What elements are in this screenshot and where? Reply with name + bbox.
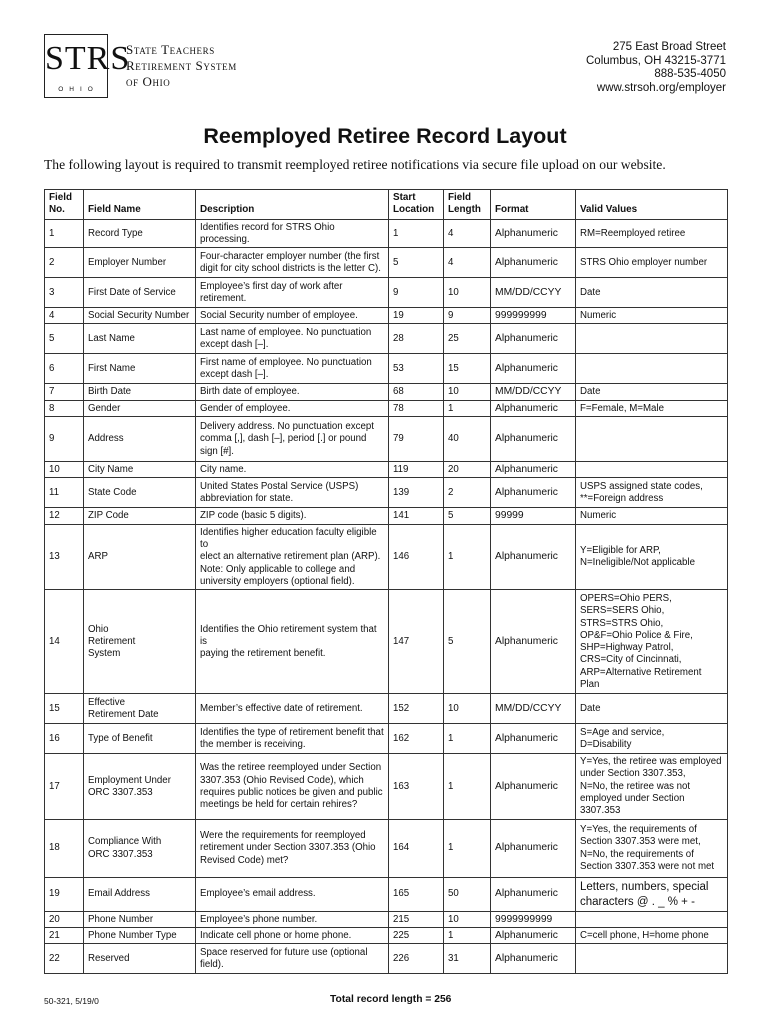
field-name-cell: ZIP Code xyxy=(84,508,196,524)
field-no-cell: 11 xyxy=(45,478,84,508)
organization-name xyxy=(126,42,237,90)
valid-values-cell xyxy=(576,462,728,478)
table-row xyxy=(45,877,728,911)
table-row xyxy=(45,754,728,819)
description-cell: Delivery address. No punctuation except comma [,], dash [–], period [.] or pound sign [#]. xyxy=(196,417,389,462)
field-length-cell: 9 xyxy=(444,308,491,324)
field-length-cell: 1 xyxy=(444,400,491,416)
description-cell: Employee’s phone number. xyxy=(196,911,389,927)
field-length-cell: 20 xyxy=(444,462,491,478)
logo-subtext: OHIO xyxy=(58,86,99,93)
field-name-cell: Email Address xyxy=(84,877,196,911)
format-cell: Alphanumeric xyxy=(491,324,576,354)
format-cell: Alphanumeric xyxy=(491,724,576,754)
format-cell: Alphanumeric xyxy=(491,819,576,877)
description-cell: City name. xyxy=(196,462,389,478)
format-cell: Alphanumeric xyxy=(491,478,576,508)
field-name-cell: Gender xyxy=(84,400,196,416)
start-location-cell: 1 xyxy=(389,219,444,248)
format-cell: Alphanumeric xyxy=(491,462,576,478)
field-name-cell: Record Type xyxy=(84,219,196,248)
field-length-cell: 15 xyxy=(444,354,491,384)
table-row xyxy=(45,308,728,324)
header-field-name: Field Name xyxy=(84,190,196,220)
description-cell: First name of employee. No punctuation except dash [–]. xyxy=(196,354,389,384)
valid-values-cell: USPS assigned state codes, **=Foreign address xyxy=(576,478,728,508)
valid-values-cell: F=Female, M=Male xyxy=(576,400,728,416)
description-cell: Indicate cell phone or home phone. xyxy=(196,927,389,943)
org-name-line: of Ohio xyxy=(126,74,171,89)
valid-values-cell: Date xyxy=(576,384,728,400)
header-start-location: Start Location xyxy=(389,190,444,220)
table-row xyxy=(45,400,728,416)
strs-logo xyxy=(44,34,131,98)
format-cell: Alphanumeric xyxy=(491,219,576,248)
table-row xyxy=(45,219,728,248)
format-cell: Alphanumeric xyxy=(491,417,576,462)
phone-number: 888-535-4050 xyxy=(654,68,726,81)
field-name-cell: First Name xyxy=(84,354,196,384)
field-no-cell: 12 xyxy=(45,508,84,524)
start-location-cell: 215 xyxy=(389,911,444,927)
field-name-cell: Phone Number xyxy=(84,911,196,927)
start-location-cell: 119 xyxy=(389,462,444,478)
start-location-cell: 19 xyxy=(389,308,444,324)
field-length-cell: 10 xyxy=(444,911,491,927)
start-location-cell: 162 xyxy=(389,724,444,754)
description-cell: Were the requirements for reemployed retirement under Section 3307.353 (Ohio Revised Code) met? xyxy=(196,819,389,877)
field-length-cell: 1 xyxy=(444,524,491,589)
valid-values-cell: Y=Eligible for ARP, N=Ineligible/Not applicable xyxy=(576,524,728,589)
field-name-cell: Reserved xyxy=(84,944,196,974)
format-cell: 99999 xyxy=(491,508,576,524)
street-address: 275 East Broad Street xyxy=(612,41,726,53)
page-title: Reemployed Retiree Record Layout xyxy=(203,124,567,148)
format-cell: Alphanumeric xyxy=(491,944,576,974)
valid-values-cell xyxy=(576,944,728,974)
field-length-cell: 4 xyxy=(444,219,491,248)
table-row xyxy=(45,508,728,524)
field-name-cell: Employment Under ORC 3307.353 xyxy=(84,754,196,819)
description-cell: Employee’s first day of work after retirement. xyxy=(196,278,389,308)
field-length-cell: 50 xyxy=(444,877,491,911)
valid-values-cell: STRS Ohio employer number xyxy=(576,248,728,278)
description-cell: Gender of employee. xyxy=(196,400,389,416)
field-name-cell: ARP xyxy=(84,524,196,589)
start-location-cell: 68 xyxy=(389,384,444,400)
table-row xyxy=(45,524,728,589)
logo-wordmark: STRS xyxy=(45,40,131,77)
table-row xyxy=(45,278,728,308)
start-location-cell: 165 xyxy=(389,877,444,911)
description-cell: Space reserved for future use (optional field). xyxy=(196,944,389,974)
start-location-cell: 141 xyxy=(389,508,444,524)
field-length-cell: 2 xyxy=(444,478,491,508)
format-cell: Alphanumeric xyxy=(491,927,576,943)
field-length-cell: 1 xyxy=(444,754,491,819)
header-format: Format xyxy=(491,190,576,220)
valid-values-cell xyxy=(576,911,728,927)
valid-values-cell: S=Age and service, D=Disability xyxy=(576,724,728,754)
valid-values-cell: Date xyxy=(576,694,728,724)
start-location-cell: 53 xyxy=(389,354,444,384)
field-no-cell: 22 xyxy=(45,944,84,974)
field-length-cell: 10 xyxy=(444,694,491,724)
field-length-cell: 10 xyxy=(444,384,491,400)
table-header-row xyxy=(45,190,728,220)
field-no-cell: 14 xyxy=(45,590,84,694)
start-location-cell: 9 xyxy=(389,278,444,308)
table-row xyxy=(45,724,728,754)
field-length-cell: 1 xyxy=(444,724,491,754)
description-cell: United States Postal Service (USPS) abbreviation for state. xyxy=(196,478,389,508)
website-url: www.strsoh.org/employer xyxy=(596,82,726,95)
record-layout-table xyxy=(44,189,728,974)
description-cell: Was the retiree reemployed under Section 3307.353 (Ohio Revised Code), which requires public notices be given and public meetings be held for certain rehires? xyxy=(196,754,389,819)
table-row xyxy=(45,354,728,384)
field-name-cell: City Name xyxy=(84,462,196,478)
header-field-no: Field No. xyxy=(45,190,84,220)
format-cell: MM/DD/CCYY xyxy=(491,278,576,308)
description-cell: Identifies the Ohio retirement system that is paying the retirement benefit. xyxy=(196,590,389,694)
field-name-cell: Compliance With ORC 3307.353 xyxy=(84,819,196,877)
header-valid-values: Valid Values xyxy=(576,190,728,220)
field-no-cell: 18 xyxy=(45,819,84,877)
format-cell: Alphanumeric xyxy=(491,400,576,416)
start-location-cell: 146 xyxy=(389,524,444,589)
start-location-cell: 226 xyxy=(389,944,444,974)
table-row xyxy=(45,462,728,478)
format-cell: Alphanumeric xyxy=(491,590,576,694)
field-name-cell: Phone Number Type xyxy=(84,927,196,943)
header-field-length: Field Length xyxy=(444,190,491,220)
field-name-cell: Employer Number xyxy=(84,248,196,278)
field-no-cell: 10 xyxy=(45,462,84,478)
description-cell: Four-character employer number (the first digit for city school districts is the letter C). xyxy=(196,248,389,278)
field-no-cell: 6 xyxy=(45,354,84,384)
org-name-line: State Teachers xyxy=(126,42,215,57)
field-no-cell: 19 xyxy=(45,877,84,911)
field-length-cell: 5 xyxy=(444,508,491,524)
table-row xyxy=(45,694,728,724)
field-no-cell: 20 xyxy=(45,911,84,927)
format-cell: MM/DD/CCYY xyxy=(491,694,576,724)
field-no-cell: 15 xyxy=(45,694,84,724)
description-cell: Member’s effective date of retirement. xyxy=(196,694,389,724)
field-name-cell: Last Name xyxy=(84,324,196,354)
table-row xyxy=(45,324,728,354)
valid-values-cell xyxy=(576,324,728,354)
field-name-cell: State Code xyxy=(84,478,196,508)
description-cell: ZIP code (basic 5 digits). xyxy=(196,508,389,524)
table-row xyxy=(45,590,728,694)
description-cell: Employee’s email address. xyxy=(196,877,389,911)
format-cell: Alphanumeric xyxy=(491,877,576,911)
field-no-cell: 2 xyxy=(45,248,84,278)
valid-values-cell xyxy=(576,354,728,384)
contact-address xyxy=(586,41,726,96)
table-row xyxy=(45,927,728,943)
table-row xyxy=(45,478,728,508)
field-name-cell: First Date of Service xyxy=(84,278,196,308)
field-length-cell: 25 xyxy=(444,324,491,354)
field-no-cell: 13 xyxy=(45,524,84,589)
field-length-cell: 10 xyxy=(444,278,491,308)
field-no-cell: 9 xyxy=(45,417,84,462)
format-cell: Alphanumeric xyxy=(491,524,576,589)
field-no-cell: 8 xyxy=(45,400,84,416)
table-row xyxy=(45,248,728,278)
description-cell: Social Security number of employee. xyxy=(196,308,389,324)
valid-values-cell: Date xyxy=(576,278,728,308)
table-row xyxy=(45,417,728,462)
start-location-cell: 28 xyxy=(389,324,444,354)
field-no-cell: 3 xyxy=(45,278,84,308)
table-row xyxy=(45,944,728,974)
field-no-cell: 21 xyxy=(45,927,84,943)
field-length-cell: 1 xyxy=(444,819,491,877)
format-cell: MM/DD/CCYY xyxy=(491,384,576,400)
format-cell: Alphanumeric xyxy=(491,354,576,384)
field-length-cell: 31 xyxy=(444,944,491,974)
start-location-cell: 5 xyxy=(389,248,444,278)
description-cell: Last name of employee. No punctuation except dash [–]. xyxy=(196,324,389,354)
description-cell: Identifies the type of retirement benefit that the member is receiving. xyxy=(196,724,389,754)
valid-values-cell: Numeric xyxy=(576,308,728,324)
form-code: 50-321, 5/19/0 xyxy=(44,996,99,1006)
valid-values-cell: Numeric xyxy=(576,508,728,524)
start-location-cell: 163 xyxy=(389,754,444,819)
header-description: Description xyxy=(196,190,389,220)
valid-values-cell xyxy=(576,417,728,462)
field-no-cell: 5 xyxy=(45,324,84,354)
start-location-cell: 152 xyxy=(389,694,444,724)
start-location-cell: 79 xyxy=(389,417,444,462)
description-cell: Birth date of employee. xyxy=(196,384,389,400)
city-state-zip: Columbus, OH 43215-3771 xyxy=(586,54,726,67)
field-name-cell: Ohio Retirement System xyxy=(84,590,196,694)
field-no-cell: 4 xyxy=(45,308,84,324)
format-cell: 9999999999 xyxy=(491,911,576,927)
field-length-cell: 40 xyxy=(444,417,491,462)
field-name-cell: Address xyxy=(84,417,196,462)
start-location-cell: 147 xyxy=(389,590,444,694)
field-name-cell: Birth Date xyxy=(84,384,196,400)
org-name-line: Retirement System xyxy=(126,58,237,73)
valid-values-cell: Y=Yes, the retiree was employed under Section 3307.353, N=No, the retiree was not employed under Section 3307.353 xyxy=(576,754,728,819)
field-length-cell: 5 xyxy=(444,590,491,694)
valid-values-cell: Letters, numbers, special characters @ . _ % + - xyxy=(576,877,728,911)
valid-values-cell: RM=Reemployed retiree xyxy=(576,219,728,248)
field-length-cell: 1 xyxy=(444,927,491,943)
start-location-cell: 139 xyxy=(389,478,444,508)
valid-values-cell: OPERS=Ohio PERS, SERS=SERS Ohio, STRS=STRS Ohio, OP&F=Ohio Police & Fire, SHP=Highway Patrol, CRS=City of Cincinnati, ARP=Alternative Retirement Plan xyxy=(576,590,728,694)
field-no-cell: 16 xyxy=(45,724,84,754)
field-no-cell: 1 xyxy=(45,219,84,248)
field-length-cell: 4 xyxy=(444,248,491,278)
field-no-cell: 7 xyxy=(45,384,84,400)
start-location-cell: 78 xyxy=(389,400,444,416)
valid-values-cell: Y=Yes, the requirements of Section 3307.353 were met, N=No, the requirements of Section 3307.353 were not met xyxy=(576,819,728,877)
total-record-length: Total record length = 256 xyxy=(330,994,452,1005)
field-no-cell: 17 xyxy=(45,754,84,819)
table-row xyxy=(45,819,728,877)
format-cell: Alphanumeric xyxy=(491,248,576,278)
field-name-cell: Social Security Number xyxy=(84,308,196,324)
start-location-cell: 225 xyxy=(389,927,444,943)
field-name-cell: Type of Benefit xyxy=(84,724,196,754)
valid-values-cell: C=cell phone, H=home phone xyxy=(576,927,728,943)
intro-text: The following layout is required to transmit reemployed retiree notifications via secure file upload on our website. xyxy=(44,157,666,172)
start-location-cell: 164 xyxy=(389,819,444,877)
description-cell: Identifies higher education faculty eligible to elect an alternative retirement plan (ARP). Note: Only applicable to college and university employers (optional field). xyxy=(196,524,389,589)
format-cell: Alphanumeric xyxy=(491,754,576,819)
format-cell: 999999999 xyxy=(491,308,576,324)
description-cell: Identifies record for STRS Ohio processing. xyxy=(196,219,389,248)
field-name-cell: Effective Retirement Date xyxy=(84,694,196,724)
table-row xyxy=(45,911,728,927)
table-row xyxy=(45,384,728,400)
